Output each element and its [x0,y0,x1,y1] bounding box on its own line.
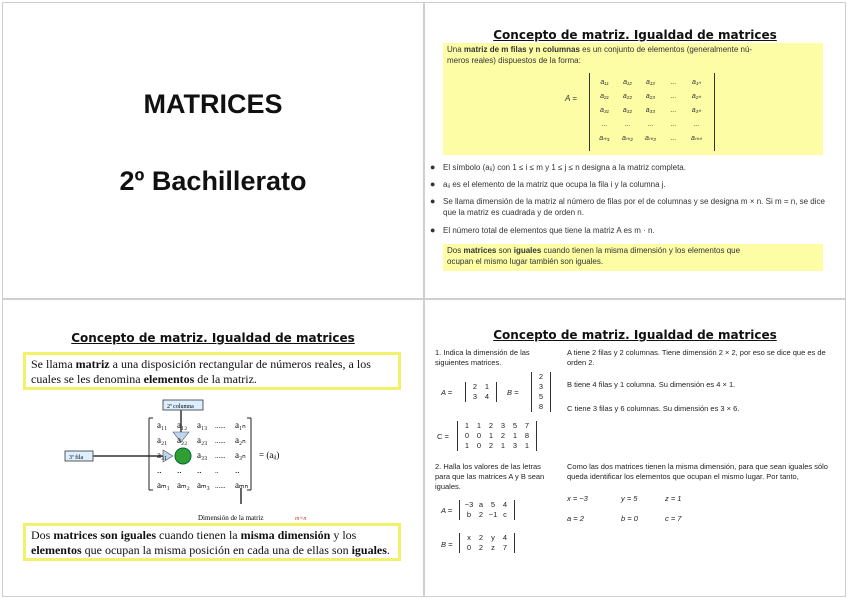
matrix-cell: a₁ₙ [692,79,701,86]
matrix-row [593,119,714,133]
matrix-row [536,382,546,392]
slide-heading: Concepto de matriz. Igualdad de matrices [71,331,355,345]
answer-2: Como las dos matrices tienen la misma dimensión, para que sean iguales sólo queda identificar los elementos que ocupan el mismo lugar. Por tanto, [567,462,828,481]
diagram-cell: .. [215,467,219,475]
slide-concept-1 [424,2,846,299]
matrix-cell: a₂₂ [622,93,633,100]
matrix-cell: 0 [476,431,482,440]
matrix-cell: 2 [478,543,484,552]
matrix-cell: 1 [524,441,530,450]
bullet-2: ● aᵢⱼ es el elemento de la matriz que ocupa la fila i y la columna j. [430,179,666,189]
diagram-cell: a₁ₙ [235,420,246,430]
exercise-1: 1. Indica la dimensión de las siguientes matrices. [435,348,530,367]
matrix-b-label: B = [507,388,519,397]
exercise-2: 2. Halla los valores de las letras para que las matrices A y B sean iguales. [435,462,545,491]
matrix-cell: 4 [502,533,508,542]
definition-box [443,43,823,155]
diagram-cell: a₁₁ [157,420,168,430]
matrix-cell: ... [601,121,608,128]
diagram-cell: .. [197,465,202,475]
matrix-cell: a₁₂ [623,79,632,86]
matrix-cell: −3 [464,500,474,509]
matrix-cell: ... [624,121,631,128]
matrix-row [593,133,714,147]
matrix-cell: a₂₃ [645,93,656,100]
diagram-cell: a₁₃ [197,420,208,430]
diagram-cell: a₃₃ [197,450,208,460]
matrix-cell: 4 [502,500,508,509]
matrix-cell: a₃₁ [600,107,609,114]
matrix-cell: 0 [464,431,470,440]
matrix-cell: a₁₁ [600,79,609,86]
matrix-cell: 0 [476,441,482,450]
slide-subtitle: 2º Bachillerato [119,166,307,196]
bullet-3: ● Se llama dimensión de la matriz al número de filas por el de columnas y se designa m × n. Si m = n, se dice que la matriz es cuadrada y de orden n. [430,196,825,217]
matrix-cell: 3 [500,421,506,430]
matrix-cell: 8 [538,402,544,411]
column-label: 2ª columna [167,404,194,410]
matrix-row [536,392,546,402]
matrix-cell: 2 [478,533,484,542]
solution-x: x = −3 [567,494,588,503]
row-label: 3ª fila [69,455,84,461]
slide-concept-2 [2,299,424,597]
matrix-cell: c [503,510,507,519]
matrix-cell: aₘ₁ [599,135,610,142]
matrix-label: A = [565,94,577,103]
matrix-cell: a₂ₙ [691,93,702,100]
matrix-cell: −1 [488,510,498,519]
slide-heading: Concepto de matriz. Igualdad de matrices [493,28,777,42]
slide-main-title: MATRICES [143,89,283,119]
matrix-diagram [63,396,363,526]
matrix-cell: 5 [512,421,518,430]
matrix-cell: 2 [488,421,494,430]
solution-y: y = 5 [621,494,638,503]
diagram-cell: a₃₁ [157,450,168,460]
matrix-cell: 2 [488,441,494,450]
matrix-cell: y [491,533,495,542]
matrix-cell: aₘ₃ [644,135,657,142]
general-matrix [589,73,715,151]
diagram-cell: aₘ₃ [197,480,210,490]
definition-box: Se llama matriz a una disposición rectangular de números reales, a los cuales se les denomina elementos de la matriz. [23,352,401,390]
matrix-cell: a₁₃ [646,79,655,86]
matrix-row [463,543,511,553]
matrix-b [531,372,551,412]
answer-1b: B tiene 4 filas y 1 columna. Su dimensión es 4 × 1. [567,380,736,389]
matrix-cell: ... [670,107,677,114]
matrix-cell: 8 [524,431,530,440]
matrix-a [465,382,497,402]
matrix-row [461,421,533,431]
diagram-cell: ...... [215,452,226,460]
diagram-cell: a₃ₙ [235,450,246,460]
matrix-row [463,533,511,543]
matrix-row [461,441,533,451]
matrix-c-label: C = [437,432,449,441]
matrix-cell: ... [693,121,700,128]
matrix-cell: 0 [466,543,472,552]
diagram-cell: aₘₙ [235,480,249,490]
matrix-cell: 2 [472,382,478,391]
answer-1a: A tiene 2 filas y 2 columnas. Tiene dimensión 2 × 2, por eso se dice que es de orden 2. [567,348,826,367]
diagram-cell: a₂ₙ [235,435,246,445]
matrix-row [593,91,714,105]
diagram-cell: .. [235,465,240,475]
matrix-row [536,372,546,382]
matrix-row [536,402,546,412]
dimension-label: Dimensión de la matriz [198,514,264,522]
matrix-cell: a₂₁ [600,93,609,100]
matrix-cell: b [466,510,472,519]
matrix-cell: ... [670,135,677,142]
diagram-cell: ...... [215,422,226,430]
answer-1c: C tiene 3 filas y 6 columnas. Su dimensión es 3 × 6. [567,404,740,413]
equality-box: Dos matrices son iguales cuando tienen la misma dimensión y los elementos que ocupan el mismo lugar también son iguales. [443,244,823,271]
matrix-cell: 1 [488,431,494,440]
matrix-cell: 5 [538,392,544,401]
matrix-cell: a₃ₙ [691,107,702,114]
matrix-cell: 3 [538,382,544,391]
matrix-row [593,105,714,119]
matrix-2b-label: B = [441,540,453,549]
matrix-cell: 1 [484,382,490,391]
matrix-cell: 1 [464,421,470,430]
matrix-cell: 3 [472,392,478,401]
matrix-cell: aₘ₂ [622,135,633,142]
aij-notation: = (aᵢⱼ) [259,450,280,460]
matrix-cell: aₘₙ [690,135,703,142]
matrix-2b [459,533,515,553]
matrix-cell: 4 [484,392,490,401]
bullet-4: ● El número total de elementos que tiene la matriz A es m · n. [430,225,655,235]
diagram-cell: a₂₁ [157,435,168,445]
bullet-1: ● El símbolo (aᵢⱼ) con 1 ≤ i ≤ m y 1 ≤ j ≤ n designa a la matriz completa. [430,162,686,172]
diagram-cell: ...... [215,482,226,490]
slide-heading: Concepto de matriz. Igualdad de matrices [493,328,777,342]
matrix-cell: 2 [478,510,484,519]
matrix-cell: z [491,543,495,552]
matrix-cell: ... [647,121,654,128]
equality-box: Dos matrices son iguales cuando tienen la misma dimensión y los elementos que ocupan la misma posición en cada una de ellas son iguales. [23,523,401,561]
matrix-cell: 7 [524,421,530,430]
intro-line-1: Una matriz de m filas y n columnas es un conjunto de elementos (generalmente nú- [447,45,753,54]
matrix-a-label: A = [441,388,453,397]
solution-c: c = 7 [665,514,682,523]
matrix-2a-label: A = [441,506,453,515]
matrix-row [463,510,511,520]
dimension-value: m×n [295,516,307,522]
matrix-row [593,77,714,91]
matrix-row [469,382,493,392]
diagram-cell: aₘ₁ [157,480,170,490]
matrix-2a [459,500,515,520]
matrix-cell: 7 [502,543,508,552]
matrix-cell: 1 [500,441,506,450]
matrix-c [457,421,537,451]
diagram-cell: a₁₂ [177,420,188,430]
matrix-cell: a [478,500,484,509]
diagram-cell: .. [157,465,162,475]
diagram-cell: a₂₃ [197,435,208,445]
matrix-cell: 2 [538,372,544,381]
diagram-cell: a₂₂ [177,435,188,445]
matrix-cell: ... [670,121,677,128]
matrix-cell: ... [670,79,677,86]
solution-z: z = 1 [665,494,682,503]
diagram-cell: aₘ₂ [177,480,190,490]
matrix-cell: 5 [490,500,496,509]
slide-exercises [424,299,846,597]
matrix-cell: 1 [464,441,470,450]
matrix-cell: 3 [512,441,518,450]
matrix-cell: a₃₂ [622,107,633,114]
matrix-row [463,500,511,510]
diagram-cell: .. [177,465,182,475]
solution-b: b = 0 [621,514,638,523]
matrix-cell: 1 [512,431,518,440]
diagram-cell: ...... [215,437,226,445]
matrix-cell: a₃₃ [645,107,656,114]
matrix-cell: 1 [476,421,482,430]
slide-title [2,2,424,299]
matrix-cell: x [467,533,471,542]
matrix-row [469,392,493,402]
intro-line-2: meros reales) dispuestos de la forma: [447,56,581,65]
matrix-cell: 2 [500,431,506,440]
solution-a: a = 2 [567,514,584,523]
matrix-row [461,431,533,441]
matrix-cell: ... [670,93,677,100]
